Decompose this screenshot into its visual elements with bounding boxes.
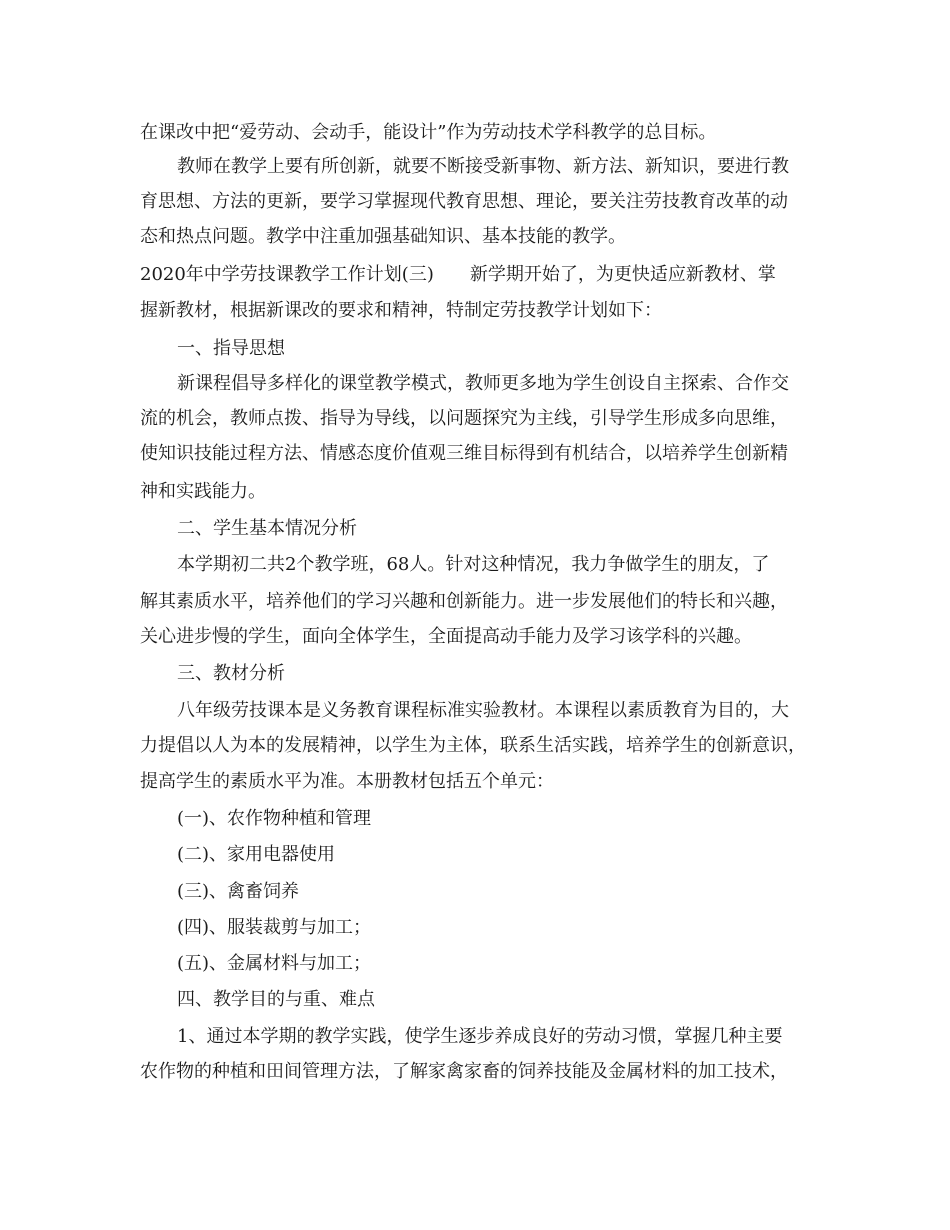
section-heading: 二、学生基本情况分析	[177, 518, 357, 539]
text-line: 握新教材，根据新课改的要求和精神，特制定劳技教学计划如下：	[140, 300, 662, 321]
text-line: 在课改中把“爱劳动、会动手，能设计”作为劳动技术学科教学的总目标。	[140, 122, 717, 143]
section-heading: 三、教材分析	[177, 663, 285, 684]
list-item: (二)、家用电器使用	[177, 844, 336, 865]
text-line: 八年级劳技课本是义务教育课程标准实验教材。本课程以素质教育为目的，大	[177, 700, 789, 721]
text-line: 育思想、方法的更新，要学习掌握现代教育思想、理论，要关注劳技教育改革的动	[140, 191, 788, 212]
text-line: 态和热点问题。教学中注重加强基础知识、基本技能的教学。	[140, 226, 626, 247]
section-heading: 四、教学目的与重、难点	[177, 989, 375, 1010]
text-line: 力提倡以人为本的发展精神，以学生为主体，联系生活实践，培养学生的创新意识，	[140, 735, 806, 756]
text-line: 本学期初二共2个教学班，68人。针对这种情况，我力争做学生的朋友，了	[177, 554, 770, 575]
section-heading: 一、指导思想	[177, 338, 285, 359]
text-line: 使知识技能过程方法、情感态度价值观三维目标得到有机结合，以培养学生创新精	[140, 443, 788, 464]
list-item: (四)、服装裁剪与加工；	[177, 917, 372, 938]
text-line: 农作物的种植和田间管理方法，了解家禽家畜的饲养技能及金属材料的加工技术，	[140, 1061, 788, 1082]
text-line: 流的机会，教师点拨、指导为导线，以问题探究为主线，引导学生形成多向思维，	[140, 408, 788, 429]
text-line: 1、通过本学期的教学实践，使学生逐步养成良好的劳动习惯，掌握几种主要	[177, 1026, 783, 1047]
text-line: 神和实践能力。	[140, 481, 266, 502]
list-item: (五)、金属材料与加工；	[177, 953, 372, 974]
list-item: (三)、禽畜饲养	[177, 881, 300, 902]
text-line: 教师在教学上要有所创新，就要不断接受新事物、新方法、新知识，要进行教	[177, 156, 789, 177]
text-line: 提高学生的素质水平为准。本册教材包括五个单元：	[140, 771, 554, 792]
section-title-line: 2020年中学劳技课教学工作计划(三) 新学期开始了，为更快适应新教材、掌	[140, 264, 776, 285]
text-line: 新课程倡导多样化的课堂教学模式，教师更多地为学生创设自主探索、合作交	[177, 373, 789, 394]
text-line: 解其素质水平，培养他们的学习兴趣和创新能力。进一步发展他们的特长和兴趣，	[140, 591, 788, 612]
text-line: 关心进步慢的学生，面向全体学生，全面提高动手能力及学习该学科的兴趣。	[140, 626, 752, 647]
list-item: (一)、农作物种植和管理	[177, 808, 372, 829]
